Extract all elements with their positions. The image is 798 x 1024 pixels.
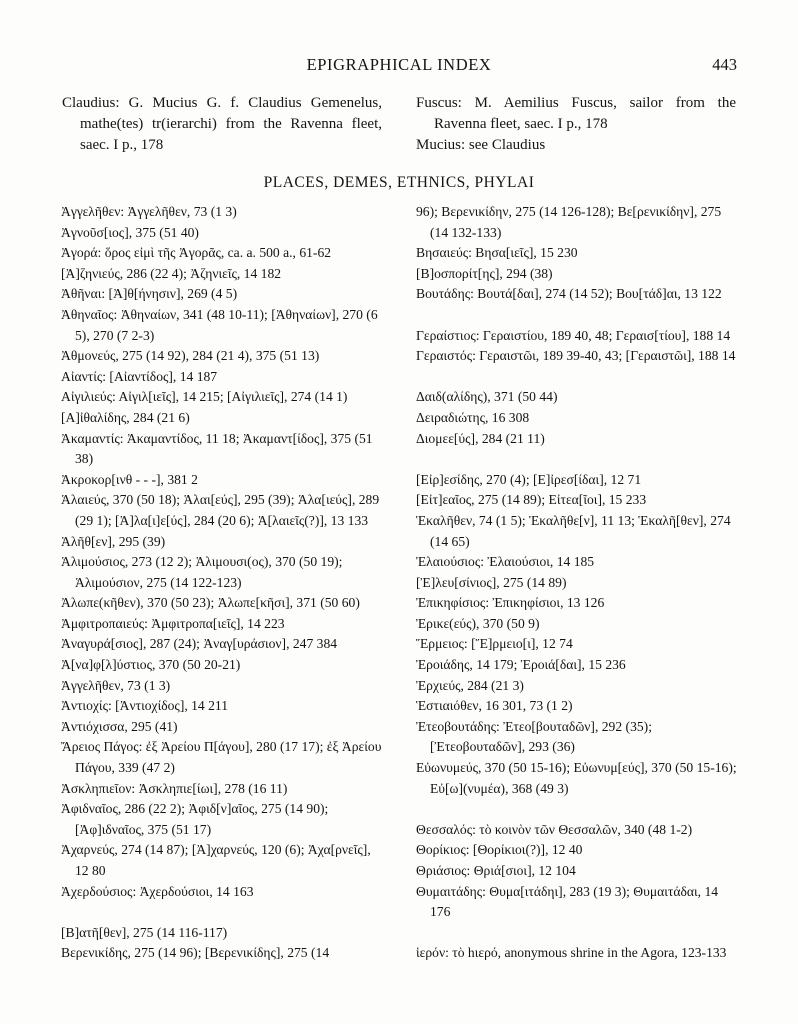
index-entry: Ἁλιμούσιος, 273 (12 2); Ἁλιμουσι(ος), 370 (50 19); Ἁλιμούσιον, 275 (14 122-123) xyxy=(61,554,343,590)
section-gap xyxy=(416,449,738,470)
index-entry: Ἀναγυρά[σιος], 287 (24); Ἀναγ[υράσιον], 247 384 xyxy=(61,636,338,652)
index-entry: Ἀγνοῦσ[ιος], 375 (51 40) xyxy=(61,224,199,240)
section-heading: PLACES, DEMES, ETHNICS, PHYLAI xyxy=(263,174,535,191)
index-entry: Θορίκιος: [Θορίκιοι(?)], 12 40 xyxy=(416,842,583,858)
index-entry: Ἀθηναῖος: Ἀθηναίων, 341 (48 10-11); [Ἀθηναίων], 270 (6 5), 270 (7 2-3) xyxy=(61,306,378,343)
index-entry: Διομεε[ύς], 284 (21 11) xyxy=(416,430,545,446)
index-entry: Θριάσιος: Θριά[σιοι], 12 104 xyxy=(416,863,576,878)
index-entry: Ἀχαρνεύς, 274 (14 87); [Ἀ]χαρνεύς, 120 (6); Ἀχα[ρνεῖς], 12 80 xyxy=(61,842,371,878)
index-entry: Ἀκαμαντίς: Ἀκαμαντίδος, 11 18; Ἀκαμαντ[ίδος], 375 (51 38) xyxy=(61,430,373,467)
page-number: 443 xyxy=(712,55,737,74)
section-gap xyxy=(416,923,738,944)
index-entry: Θεσσαλός: τὸ κοινὸν τῶν Θεσσαλῶν, 340 (48 1-2) xyxy=(416,821,693,837)
running-head xyxy=(0,55,798,79)
section-gap xyxy=(416,799,738,820)
index-entry: Γεραιστός: Γεραιστῶι, 189 39-40, 43; [Γεραιστῶι], 188 14 xyxy=(416,348,736,364)
index-entry: Ἐροιάδης, 14 179; Ἐροιά[δαι], 15 236 xyxy=(416,657,626,673)
index-entry: Θυμαιτάδης: Θυμα[ιτάδηι], 283 (19 3); Θυμαιτάδαι, 14 176 xyxy=(416,883,719,920)
index-entry: Δαιδ(αλίδης), 371 (50 44) xyxy=(416,389,558,405)
index-entry: 96); Βερενικίδην, 275 (14 126-128); Βε[ρενικίδην], 275 (14 132-133) xyxy=(416,204,722,240)
index-entry: Ἑκαλῆθεν, 74 (1 5); Ἑκαλῆθε[ν], 11 13; Ἑκαλῆ[θεν], 274 (14 65) xyxy=(416,512,731,549)
index-entry: Ἐτεοβουτάδης: Ἐτεο[βουταδῶν], 292 (35); [Ἐτεοβουταδῶν], 293 (36) xyxy=(416,718,652,755)
index-entry: Αἰαντίς: [Αἰαντίδος], 14 187 xyxy=(61,368,218,384)
index-column-left xyxy=(61,202,384,964)
index-entry: Εὐωνυμεύς, 370 (50 15-16); Εὐωνυμ[εύς], 370 (50 15-16); Εὐ[ω](νυμέα), 368 (49 3) xyxy=(416,760,737,796)
index-entry: Ἁλαιεύς, 370 (50 18); Ἁλαι[εύς], 295 (39); Ἁλα[ιεύς], 289 (29 1); [Ἁ]λα[ι]ε[ύς], 284 (20 6); Ἁ[λαιεῖς(?)], 13 133 xyxy=(61,492,380,528)
index-entry: Ἀκροκορ[ινθ - - -], 381 2 xyxy=(61,471,198,487)
index-entry: Ἀχερδούσιος: Ἀχερδούσιοι, 14 163 xyxy=(61,883,254,899)
index-entry: Βερενικίδης, 275 (14 96); [Βερενικίδης], 275 (14 xyxy=(61,945,330,961)
running-title: EPIGRAPHICAL INDEX xyxy=(306,55,492,74)
index-entry: [Ἐ]λευ[σίνιος], 275 (14 89) xyxy=(416,574,567,590)
index-entry: [Β]οσπορίτ[ης], 294 (38) xyxy=(416,265,553,281)
index-entry: Ἐπικηφίσιος: Ἐπικηφίσιοι, 13 126 xyxy=(416,595,605,611)
index-entry: [Εἰρ]εσίδης, 270 (4); [Ε]ἰρεσ[ίδαι], 12 71 xyxy=(416,471,642,487)
index-entry: Fuscus: M. Aemilius Fuscus, sailor from the Ravenna fleet, saec. I p., 178 xyxy=(416,95,736,133)
index-entry: Ἁλῆθ[εν], 295 (39) xyxy=(61,533,166,549)
index-column-right xyxy=(416,202,738,964)
index-entry: Ἀ[να]φ[λ]ύστιος, 370 (50 20-21) xyxy=(61,657,241,673)
section-gap xyxy=(416,367,738,388)
index-entry: Βησαιεύς: Βησα[ιεῖς], 15 230 xyxy=(416,245,578,261)
index-entry: [Ἀ]ζηνιεύς, 286 (22 4); Ἀζηνιεῖς, 14 182 xyxy=(61,265,282,281)
index-entry: Βουτάδης: Βουτά[δαι], 274 (14 52); Βου[τάδ]αι, 13 122 xyxy=(416,286,722,302)
index-entry: Ἀθῆναι: [Ἀ]θ[ήνησιν], 269 (4 5) xyxy=(61,286,238,302)
intro-column-left xyxy=(62,93,382,157)
index-entry: Ἐρικε(εύς), 370 (50 9) xyxy=(416,615,540,631)
index-entry: Ἀγγελῆθεν, 73 (1 3) xyxy=(61,677,171,693)
index-entry: [Εἰτ]εαῖος, 275 (14 89); Εἰτεα[ῖοι], 15 233 xyxy=(416,492,647,508)
index-entry: [Α]ἰθαλίδης, 284 (21 6) xyxy=(61,409,190,425)
index-entry: Ἕρμειος: [Ἕ]ρμειο[ι], 12 74 xyxy=(416,636,573,652)
index-entry: Ἀλωπε(κῆθεν), 370 (50 23); Ἀλωπε[κῆσι], 371 (50 60) xyxy=(61,595,360,611)
index-entry: Δειραδιώτης, 16 308 xyxy=(416,409,530,425)
index-entry: Ἐρχιεύς, 284 (21 3) xyxy=(416,677,524,693)
index-entry: Ἑστιαιόθεν, 16 301, 73 (1 2) xyxy=(416,698,573,714)
index-entry: Ἀντιόχισσα, 295 (41) xyxy=(61,718,178,734)
section-gap xyxy=(61,902,384,923)
index-entry: Ἄρειος Πάγος: ἐξ Ἀρείου Π[άγου], 280 (17 17); ἐξ Ἀρείου Πάγου, 339 (47 2) xyxy=(61,739,382,776)
index-entry: Mucius: see Claudius xyxy=(416,137,546,154)
index-entry: Ἀντιοχίς: [Ἀντιοχίδος], 14 211 xyxy=(61,698,229,714)
index-entry: Ἀσκληπιεῖον: Ἀσκληπιε[ίωι], 278 (16 11) xyxy=(61,780,288,796)
index-entry: Ἀγορά: ὅρος εἰμὶ τῆς Ἀγορᾶς, ca. a. 500 a., 61-62 xyxy=(61,245,332,261)
index-entry: Ἀμφιτροπαιεύς: Ἀμφιτροπα[ιεῖς], 14 223 xyxy=(61,615,285,631)
section-gap xyxy=(416,305,738,326)
index-entry: Γεραίστιος: Γεραιστίου, 189 40, 48; Γεραισ[τίου], 188 14 xyxy=(416,327,731,343)
index-entry: ἱερόν: τὸ hιερό, anonymous shrine in the Agora, 123-133 xyxy=(416,945,727,961)
index-entry: Ἀφιδναῖος, 286 (22 2); Ἀφιδ[ν]αῖος, 275 (14 90); [Ἀφ]ιδναῖος, 375 (51 17) xyxy=(61,801,329,837)
index-entry: [Β]ατῆ[θεν], 275 (14 116-117) xyxy=(61,924,228,940)
index-entry: Αἰγιλιεύς: Αἰγιλ[ιεῖς], 14 215; [Αἰγιλιεῖς], 274 (14 1) xyxy=(61,389,348,405)
index-entry: Ἀγγελῆθεν: Ἀγγελῆθεν, 73 (1 3) xyxy=(61,204,237,219)
index-entry: Ἀθμονεύς, 275 (14 92), 284 (21 4), 375 (51 13) xyxy=(61,348,320,364)
index-entry: Claudius: G. Mucius G. f. Claudius Gemenelus, mathe(tes) tr(ierarchi) from the Ravenna fleet, saec. I p., 178 xyxy=(62,95,382,154)
intro-column-right xyxy=(416,93,736,157)
index-entry: Ἐλαιούσιος: Ἐλαιούσιοι, 14 185 xyxy=(416,554,595,570)
